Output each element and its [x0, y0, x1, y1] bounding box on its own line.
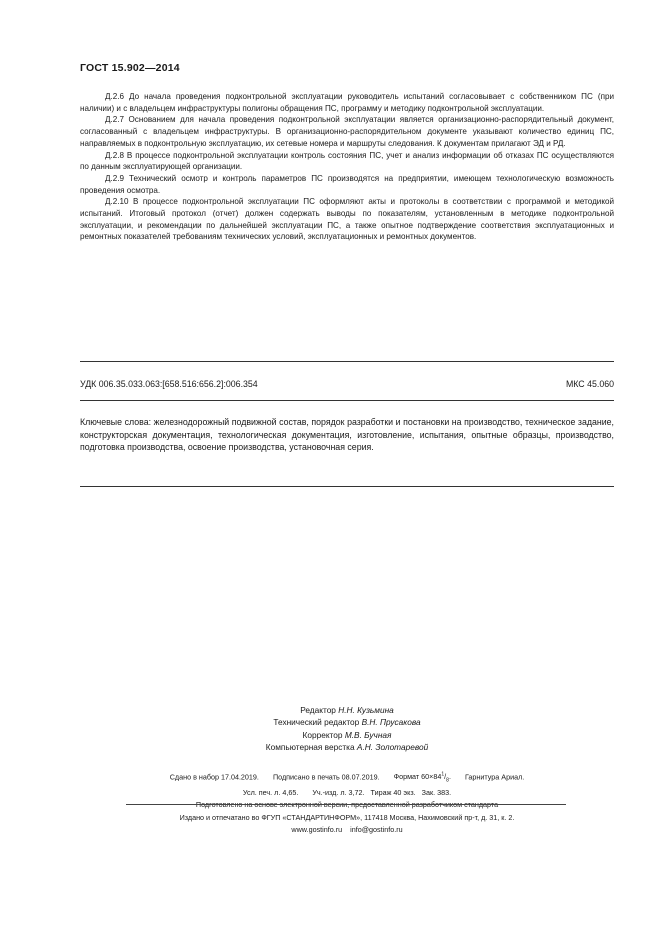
publisher-line: Издано и отпечатано во ФГУП «СТАНДАРТИНФОРМ», 117418 Москва, Нахимовский пр-т, д. 31, к. 2.: [179, 813, 515, 822]
editor-role: Редактор: [300, 705, 336, 715]
paragraph-d-2-6: Д.2.6 До начала проведения подконтрольной эксплуатации руководитель испытаний согласовывает с собственником ПС (при наличии) и с владельцем инфраструктуры полигоны обращения ПС, программу и методику подконтрольной эксплуатации.: [80, 92, 614, 113]
format-numerator: 1: [441, 772, 445, 778]
credit-corrector: [80, 729, 614, 741]
corrector-name: М.В. Бучная: [344, 729, 392, 740]
circulation: Тираж 40 экз.: [370, 788, 416, 798]
paragraph-d-2-10: Д.2.10 В процессе подконтрольной эксплуатации ПС оформляют акты и протоколы в соответствии с программой и методикой испытаний. Итоговый протокол (отчет) должен содержать выводы по показателям, установленным в методике подконтрольной эксплуатации, и рекомендации по дальнейшей эксплуатации ПС, а также опытное подтверждение соответствия эксплуатационных и ремонтных показателей требованиям технических условий, эксплуатационных и ремонтных документов.: [80, 197, 614, 242]
corrector-role: Корректор: [302, 729, 343, 740]
imprint-line-1: [80, 769, 614, 787]
mks-code: МКС 45.060: [565, 379, 614, 389]
credit-tech-editor: [80, 716, 614, 728]
top-divider: [80, 361, 614, 362]
publisher-email: info@gostinfo.ru: [350, 825, 403, 835]
editor-name: Н.Н. Кузьмина: [338, 705, 394, 715]
credit-editor: [80, 704, 614, 716]
signed-to-print: Подписано в печать 08.07.2019.: [272, 772, 380, 782]
credit-layout: [80, 741, 614, 753]
publisher-website: www.gostinfo.ru: [291, 825, 343, 835]
paper-format: Формат $60\times 84^1/_8$.: [393, 772, 451, 784]
tech-editor-role: Технический редактор: [273, 717, 360, 728]
sent-to-print: Сдано в набор 17.04.2019.: [169, 772, 259, 782]
publisher-contacts: [80, 824, 614, 836]
imprint-block: [80, 769, 614, 811]
udk-code: УДК 006.35.033.063:[658.516:656.2]:006.354: [80, 379, 258, 389]
imprint-divider: [126, 804, 566, 805]
tech-editor-name: В.Н. Прусакова: [361, 717, 421, 728]
publisher-block: [80, 812, 614, 837]
paragraph-d-2-9: Д.2.9 Технический осмотр и контроль параметров ПС производятся на предприятии, имеющем технологическую возможность проведения осмотра.: [80, 173, 614, 195]
layout-name: А.Н. Золотаревой: [356, 742, 429, 753]
paragraph-d-2-7: Д.2.7 Основанием для начала проведения подконтрольной эксплуатации является организационно-распорядительный документ, согласованный с владельцем инфраструктуры. В организационно-распорядительном документе указывают количество единиц ПС, направляемых в подконтрольную эксплуатацию, их сетевые номера и маршруты следования. К документам прилагают ЭД и РД.: [80, 115, 614, 148]
classification-row: [80, 379, 614, 389]
prepared-note: Подготовлено на основе электронной версии, предоставленной разработчиком стандарта: [195, 800, 499, 810]
order-number: Зак. 383.: [421, 788, 452, 798]
body-text: [80, 91, 614, 243]
publishing-sheets: Уч.-изд. л. 3,72.: [312, 788, 365, 798]
format-prefix: Формат 60×84: [393, 772, 442, 782]
typeface: Гарнитура Ариал.: [464, 772, 525, 782]
standard-header: ГОСТ 15.902—2014: [80, 62, 180, 74]
paragraph-d-2-8: Д.2.8 В процессе подконтрольной эксплуатации контроль состояния ПС, учет и анализ информации об отказах ПС осуществляются по данным эксплуатирующей организации.: [80, 150, 614, 172]
bottom-divider: [80, 486, 614, 487]
format-denominator: 8: [446, 777, 449, 784]
middle-divider: [80, 400, 614, 401]
layout-role: Компьютерная верстка: [265, 742, 355, 753]
credits-block: [80, 704, 614, 754]
keywords-text: Ключевые слова: железнодорожный подвижной состав, порядок разработки и постановки на производство, техническое задание, конструкторская документация, технологическая документация, изготовление, испытания, опытные образцы, производство, подготовка производства, освоение производства, установочная серия.: [80, 417, 614, 452]
printed-sheets: Усл. печ. л. 4,65.: [242, 788, 299, 798]
imprint-line-2: [80, 787, 614, 799]
keywords-block: [80, 416, 614, 454]
